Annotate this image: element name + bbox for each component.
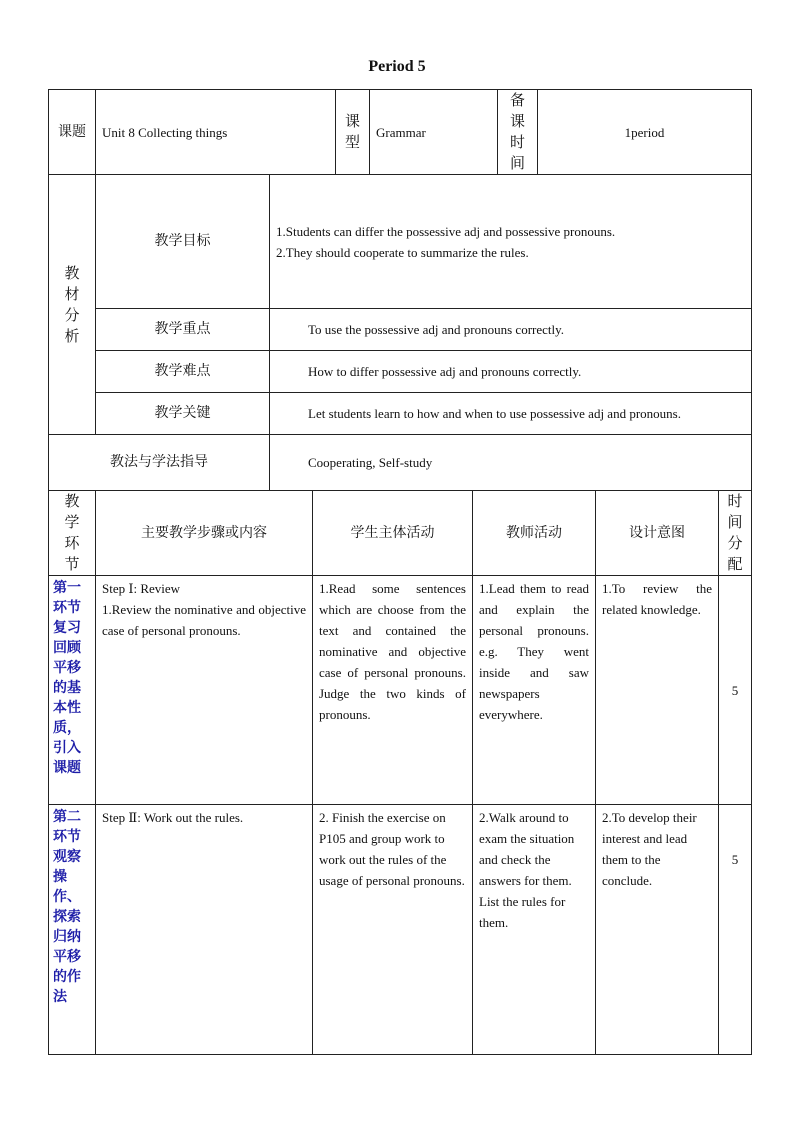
key-label: 教学关键 — [96, 393, 270, 435]
stage-2-student: 2. Finish the exercise on P105 and group work to work out the rules of the usage of personal pronouns. — [313, 805, 473, 1055]
stage-1-purpose: 1.To review the related knowledge. — [596, 576, 719, 805]
stage-2-label: 第二环节观察操作、探索归纳平移的作法 — [49, 805, 96, 1055]
method-value: Cooperating, Self-study — [270, 435, 752, 491]
objective-line-1: 1.Students can differ the possessive adj and possessive pronouns. — [276, 223, 616, 239]
objective-value — [270, 175, 752, 309]
stage-2-step-title: Step Ⅱ: Work out the rules. — [102, 810, 244, 825]
page-title: Period 5 — [368, 58, 426, 75]
stage-1-time: 5 — [719, 576, 752, 805]
topic-label: 课题 — [49, 90, 96, 175]
stage-2-content — [96, 805, 313, 1055]
stage-2-purpose: 2.To develop their interest and lead them to the conclude. — [596, 805, 719, 1055]
analysis-section-label: 教 材 分 析 — [49, 175, 96, 435]
stage-1-step-text: 1.Review the nominative and objective case of personal pronouns. — [102, 602, 306, 638]
difficulty-label: 教学难点 — [96, 351, 270, 393]
col-time-header: 时 间 分 配 — [719, 491, 752, 576]
col-purpose-header: 设计意图 — [596, 491, 719, 576]
prep-label: 备 课 时 间 — [498, 90, 538, 175]
col-content-header: 主要教学步骤或内容 — [96, 491, 313, 576]
stage-1-step-title: Step Ⅰ: Review — [102, 581, 181, 596]
col-student-header: 学生主体活动 — [313, 491, 473, 576]
col-stage-header: 教 学 环 节 — [49, 491, 96, 576]
prep-value: 1period — [538, 90, 752, 175]
key-point-label: 教学重点 — [96, 309, 270, 351]
stage-1-content — [96, 576, 313, 805]
stage-2-teacher: 2.Walk around to exam the situation and check the answers for them. List the rules for them. — [473, 805, 596, 1055]
stage-1-label: 第一环节复习回顾平移的基本性质，引入课题 — [49, 576, 96, 805]
type-label: 课 型 — [336, 90, 370, 175]
difficulty-value: How to differ possessive adj and pronouns correctly. — [270, 351, 752, 393]
method-label: 教法与学法指导 — [49, 435, 270, 491]
stage-2-time: 5 — [719, 805, 752, 1055]
lesson-info-table — [48, 89, 752, 491]
key-point-value: To use the possessive adj and pronouns correctly. — [270, 309, 752, 351]
stage-1-teacher: 1.Lead them to read and explain the personal pronouns. e.g. They went inside and saw newspapers everywhere. — [473, 576, 596, 805]
stage-1-student: 1.Read some sentences which are choose from the text and contained the nominative and objective case of personal pronouns. Judge the two kinds of pronouns. — [313, 576, 473, 805]
type-value: Grammar — [370, 90, 498, 175]
topic-value: Unit 8 Collecting things — [96, 90, 336, 175]
key-value: Let students learn to how and when to use possessive adj and pronouns. — [270, 393, 752, 435]
col-teacher-header: 教师活动 — [473, 491, 596, 576]
objective-label: 教学目标 — [96, 175, 270, 309]
objective-line-2: 2.They should cooperate to summarize the rules. — [276, 244, 529, 260]
teaching-steps-table — [48, 490, 752, 1055]
